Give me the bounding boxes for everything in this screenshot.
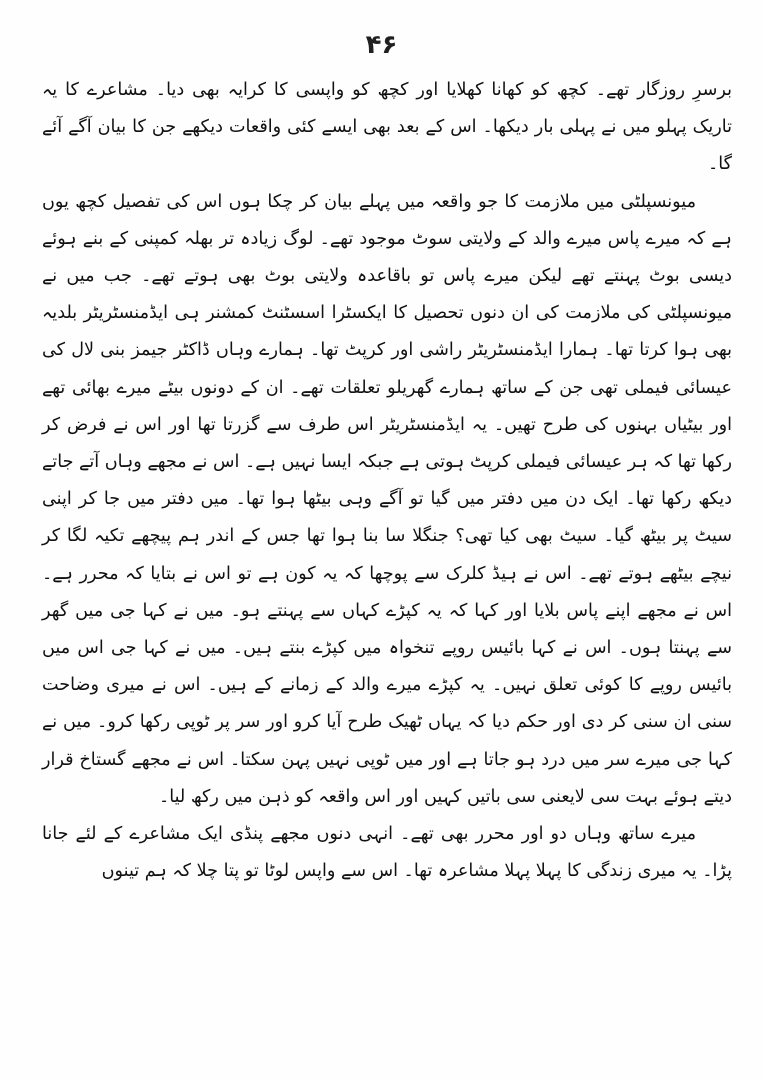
paragraph-1: برسرِ روزگار تھے۔ کچھ کو کھانا کھلایا اور کچھ کو واپسی کا کرایہ بھی دیا۔ مشاعرے کا یہ تاریک پہلو میں نے پہلی بار دیکھا۔ اس کے بعد بھی ایسے کئی واقعات دیکھے جن کا بیان آگے آئے گا۔ — [42, 80, 732, 175]
paragraph-2: میونسپلٹی میں ملازمت کا جو واقعہ میں پہلے بیان کر چکا ہوں اس کی تفصیل کچھ یوں ہے کہ میرے پاس میرے والد کے ولایتی سوٹ موجود تھے۔ لوگ زیادہ تر بھلہ کمپنی کے بنے ہوئے دیسی بوٹ پہنتے تھے لیکن میرے پاس تو باقاعدہ ولایتی بوٹ بھی ہوتے تھے۔ جب میں نے میونسپلٹی کی ملازمت کی ان دنوں تحصیل کا ایکسٹرا اسسٹنٹ کمشنر ہی ایڈمنسٹریٹر بلدیہ بھی ہوا کرتا تھا۔ ہمارا ایڈمنسٹریٹر راشی اور کرپٹ تھا۔ ہمارے وہاں ڈاکٹر جیمز بنی لال کی عیسائی فیملی تھی جن کے ساتھ ہمارے گھریلو تعلقات تھے۔ ان کے دونوں بیٹے میرے بھائی تھے اور بیٹیاں بہنوں کی طرح تھیں۔ یہ ایڈمنسٹریٹر اس طرف سے گزرتا تھا اور اس نے فرض کر رکھا تھا کہ ہر عیسائی فیملی کرپٹ ہوتی ہے جبکہ ایسا نہیں ہے۔ اس نے مجھے وہاں آتے جاتے دیکھ رکھا تھا۔ ایک دن میں دفتر میں گیا تو آگے وہی بیٹھا ہوا تھا۔ میں دفتر میں جا کر اپنی سیٹ پر بیٹھ گیا۔ سیٹ بھی کیا تھی؟ جنگلا سا بنا ہوا تھا جس کے اندر ہم پیچھے تکیہ لگا کر نیچے بیٹھے ہوتے تھے۔ اس نے ہیڈ کلرک سے پوچھا کہ یہ کون ہے تو اس نے بتایا کہ محرر ہے۔ اس نے مجھے اپنے پاس بلایا اور کہا کہ یہ کپڑے کہاں سے پہنتے ہو۔ میں نے کہا جی میں گھر سے پہنتا ہوں۔ اس نے کہا بائیس روپے تنخواہ میں کپڑے بنتے ہیں۔ میں نے کہا جی اس میں بائیس روپے کا کوئی تعلق نہیں۔ یہ کپڑے میرے والد کے زمانے کے ہیں۔ اس نے میری وضاحت سنی ان سنی کر دی اور حکم دیا کہ یہاں ٹھیک طرح آیا کرو اور سر پر ٹوپی رکھا کرو۔ میں نے کہا جی میرے سر میں درد ہو جاتا ہے اور میں ٹوپی نہیں پہن سکتا۔ اس نے مجھے گستاخ قرار دیتے ہوئے بہت سی لایعنی سی باتیں کہیں اور اس واقعہ کو ذہن میں رکھ لیا۔ — [42, 191, 732, 807]
paragraph-3: میرے ساتھ وہاں دو اور محرر بھی تھے۔ انہی دنوں مجھے پنڈی ایک مشاعرے کے لئے جانا پڑا۔ یہ میری زندگی کا پہلا پہلا مشاعرہ تھا۔ اس سے واپس لوٹا تو پتا چلا کہ ہم تینوں — [42, 824, 732, 882]
page-number: ۴۶ — [365, 30, 398, 60]
page-body-text — [42, 72, 732, 890]
